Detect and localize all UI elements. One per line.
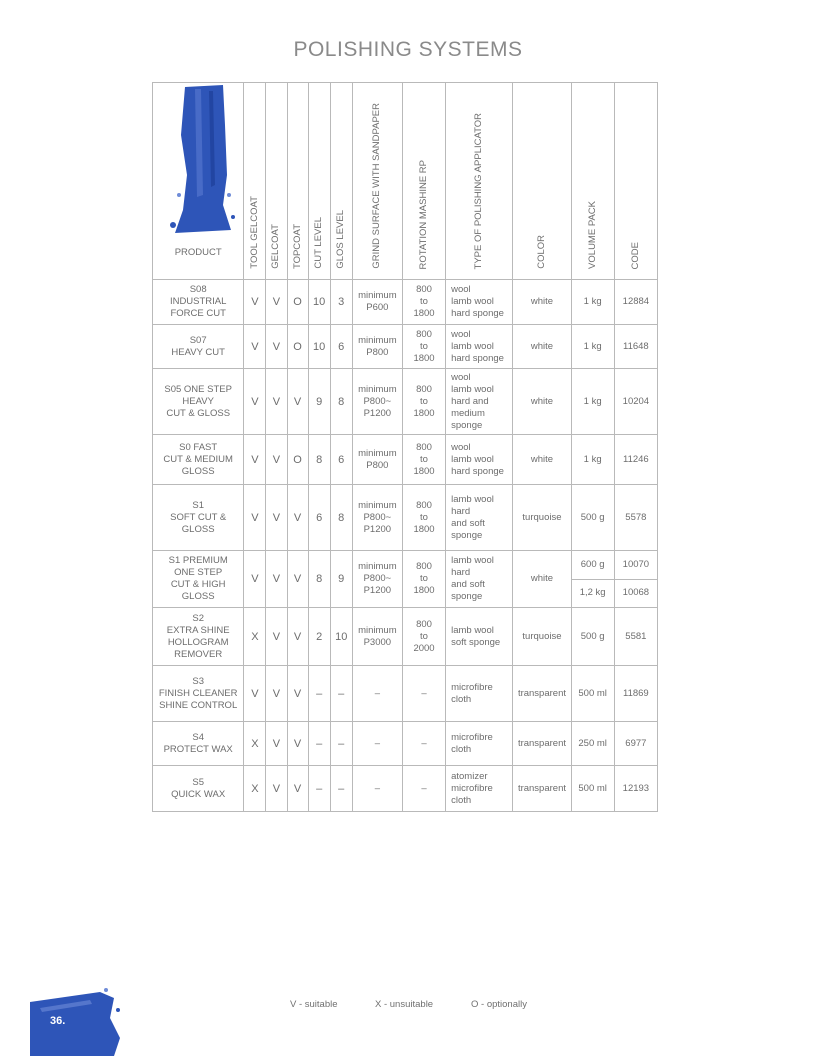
corner-brush-image <box>30 988 122 1056</box>
column-header-product: PRODUCT <box>174 247 222 258</box>
grind-cell-line: minimum <box>358 447 397 459</box>
topcoat-cell: O <box>287 280 308 325</box>
product-cell-line: PROTECT WAX <box>163 743 233 755</box>
grind-cell-line: minimum <box>358 290 397 301</box>
cut-level-cell: 8 <box>308 435 330 485</box>
color-cell: transparent <box>513 722 571 766</box>
applicator-cell-line: wool <box>451 371 471 383</box>
volume-cell: 1 kg <box>571 435 614 485</box>
grind-cell <box>352 280 402 325</box>
applicator-cell-line: wool <box>451 441 471 453</box>
rotation-cell <box>402 666 445 722</box>
volume-cell: 1 kg <box>571 280 614 325</box>
tool-gelcoat-cell: V <box>244 369 266 435</box>
rotation-cell-line: 800 <box>416 383 432 395</box>
applicator-cell-line: and soft <box>451 579 485 590</box>
column-header-applicator: TYPE OF POLISHING APPLICATOR <box>473 112 485 269</box>
topcoat-cell: V <box>287 766 308 812</box>
volume-cell: 500 g <box>571 608 614 666</box>
product-cell <box>153 551 244 608</box>
color-cell: white <box>513 280 571 325</box>
rotation-cell-line: to <box>420 340 428 352</box>
applicator-cell <box>446 485 513 551</box>
polishing-systems-table <box>152 82 658 812</box>
color-cell: transparent <box>513 766 571 812</box>
rotation-cell-line: 800 <box>416 328 432 340</box>
glos-level-cell: 6 <box>330 435 352 485</box>
rotation-cell-line: 1800 <box>413 352 435 364</box>
grind-cell-line: minimum <box>358 383 397 395</box>
product-cell <box>153 608 244 666</box>
applicator-cell-line: microfibre <box>451 731 493 743</box>
grind-cell-line: P1200 <box>363 407 392 419</box>
applicator-cell-line: lamb wool <box>451 296 494 307</box>
applicator-cell-line: cloth <box>451 693 472 705</box>
code-cell: 10068 <box>614 579 657 608</box>
cut-level-cell: 10 <box>308 280 330 325</box>
column-header-cut-level: CUT LEVEL <box>313 217 325 269</box>
table-row <box>153 369 658 435</box>
gelcoat-cell: V <box>266 608 287 666</box>
color-cell: turquoise <box>513 485 571 551</box>
volume-cell: 500 g <box>571 485 614 551</box>
applicator-cell-line: lamb wool <box>451 453 494 465</box>
table-row <box>153 666 658 722</box>
applicator-cell <box>446 369 513 435</box>
cut-level-cell: – <box>308 766 330 812</box>
cut-level-cell: 9 <box>308 369 330 435</box>
rotation-cell-line: 800 <box>416 499 432 511</box>
column-header-grind-surface: GRIND SURFACE WITH SANDPAPER <box>371 103 383 269</box>
product-cell-line: S08 <box>189 284 207 295</box>
gelcoat-cell: V <box>266 766 287 812</box>
column-header-volume: VOLUME PACK <box>586 201 598 269</box>
rotation-cell <box>402 766 445 812</box>
table-row <box>153 280 658 325</box>
product-cell-line: GLOSS <box>181 523 215 535</box>
rotation-cell-line: 1800 <box>413 407 435 419</box>
column-header-topcoat: TOPCOAT <box>291 223 303 269</box>
cut-level-cell: 10 <box>308 325 330 369</box>
table-row <box>153 551 658 580</box>
product-cell-line: S3 <box>192 675 204 687</box>
product-cell <box>153 485 244 551</box>
grind-cell-line: – <box>374 737 380 749</box>
applicator-cell <box>446 722 513 766</box>
product-cell-line: GLOSS <box>181 591 215 602</box>
grind-cell <box>352 369 402 435</box>
product-cell-line: S05 ONE STEP <box>164 383 232 395</box>
applicator-cell <box>446 435 513 485</box>
product-cell-line: FORCE CUT <box>170 308 226 319</box>
volume-cell: 1 kg <box>571 325 614 369</box>
product-cell <box>153 325 244 369</box>
code-cell: 12884 <box>614 280 657 325</box>
product-cell-line: CUT & GLOSS <box>166 407 231 419</box>
column-header-glos-level: GLOS LEVEL <box>335 210 347 269</box>
rotation-cell-line: to <box>420 511 428 523</box>
code-cell: 6977 <box>614 722 657 766</box>
gelcoat-cell: V <box>266 325 287 369</box>
product-cell <box>153 722 244 766</box>
rotation-cell-line: to <box>420 296 428 307</box>
grind-cell-line: minimum <box>358 624 397 636</box>
rotation-cell-line: – <box>421 687 427 699</box>
gelcoat-cell: V <box>266 280 287 325</box>
applicator-cell-line: sponge <box>451 419 483 431</box>
rotation-cell-line: – <box>421 782 427 794</box>
volume-cell: 1 kg <box>571 369 614 435</box>
legend-optionally: O - optionally <box>471 999 527 1010</box>
applicator-cell-line: atomizer <box>451 770 488 782</box>
color-cell: white <box>513 325 571 369</box>
color-cell: turquoise <box>513 608 571 666</box>
table-row <box>153 325 658 369</box>
glos-level-cell: – <box>330 766 352 812</box>
rotation-cell-line: – <box>421 737 427 749</box>
gelcoat-cell: V <box>266 722 287 766</box>
volume-cell: 250 ml <box>571 722 614 766</box>
product-cell-line: REMOVER <box>174 648 223 660</box>
rotation-cell-line: 1800 <box>413 465 435 477</box>
topcoat-cell: V <box>287 608 308 666</box>
column-header-code: CODE <box>629 241 641 269</box>
table-row <box>153 766 658 812</box>
rotation-cell-line: 800 <box>416 618 432 630</box>
tool-gelcoat-cell: V <box>244 325 266 369</box>
rotation-cell-line: 800 <box>416 284 432 295</box>
table-row <box>153 722 658 766</box>
tool-gelcoat-cell: V <box>244 280 266 325</box>
rotation-cell-line: 2000 <box>413 642 435 654</box>
rotation-cell <box>402 435 445 485</box>
glos-level-cell: 6 <box>330 325 352 369</box>
page-number: 36. <box>50 1015 66 1027</box>
product-cell-line: S0 FAST <box>179 441 218 453</box>
glos-level-cell: – <box>330 666 352 722</box>
gelcoat-cell: V <box>266 666 287 722</box>
grind-cell <box>352 551 402 608</box>
grind-cell-line: P3000 <box>363 636 392 648</box>
product-cell <box>153 369 244 435</box>
applicator-cell-line: sponge <box>451 529 483 541</box>
topcoat-cell: O <box>287 325 308 369</box>
grind-cell-line: P800 <box>366 346 389 358</box>
rotation-cell-line: to <box>420 630 428 642</box>
product-cell-line: QUICK WAX <box>171 788 226 800</box>
rotation-cell-line: 1800 <box>413 523 435 535</box>
product-cell <box>153 766 244 812</box>
product-cell-line: S2 <box>192 612 204 624</box>
gelcoat-cell: V <box>266 551 287 608</box>
column-header-tool-gelcoat: TOOL GELCOAT <box>248 196 260 269</box>
volume-cell: 500 ml <box>571 766 614 812</box>
rotation-cell-line: to <box>420 573 428 584</box>
glos-level-cell: – <box>330 722 352 766</box>
product-cell-line: INDUSTRIAL <box>169 296 227 307</box>
product-cell-line: CUT & MEDIUM <box>163 453 233 465</box>
gelcoat-cell: V <box>266 435 287 485</box>
volume-cell: 500 ml <box>571 666 614 722</box>
column-header-gelcoat: GELCOAT <box>270 224 282 269</box>
grind-cell-line: P1200 <box>363 523 392 535</box>
table-row <box>153 435 658 485</box>
table-row <box>153 608 658 666</box>
page-title: POLISHING SYSTEMS <box>293 38 523 61</box>
product-cell-line: S07 <box>189 334 207 346</box>
applicator-cell <box>446 608 513 666</box>
applicator-cell-line: wool <box>451 328 471 340</box>
applicator-cell-line: hard and <box>451 395 489 407</box>
applicator-cell-line: microfibre <box>451 681 493 693</box>
applicator-cell-line: medium <box>451 407 485 419</box>
glos-level-cell: 3 <box>330 280 352 325</box>
rotation-cell-line: 800 <box>416 441 432 453</box>
applicator-cell-line: microfibre <box>451 782 493 794</box>
applicator-cell-line: and soft <box>451 517 485 529</box>
grind-cell-line: minimum <box>358 499 397 511</box>
topcoat-cell: V <box>287 485 308 551</box>
product-cell-line: S5 <box>192 776 204 788</box>
table-header-row <box>153 83 658 280</box>
grind-cell <box>352 608 402 666</box>
product-cell-line: EXTRA SHINE <box>166 624 230 636</box>
table-row <box>153 485 658 551</box>
product-cell-line: S1 PREMIUM <box>168 555 228 566</box>
rotation-cell <box>402 325 445 369</box>
topcoat-cell: V <box>287 551 308 608</box>
cut-level-cell: 8 <box>308 551 330 608</box>
applicator-cell <box>446 325 513 369</box>
applicator-cell-line: cloth <box>451 794 472 806</box>
tool-gelcoat-cell: X <box>244 608 266 666</box>
applicator-cell-line: soft sponge <box>451 636 501 648</box>
applicator-cell-line: lamb wool <box>451 340 494 352</box>
rotation-cell-line: 1800 <box>413 308 435 319</box>
applicator-cell-line: hard <box>451 505 471 517</box>
code-cell: 10070 <box>614 551 657 580</box>
grind-cell <box>352 766 402 812</box>
volume-cell: 600 g <box>571 551 614 580</box>
code-cell: 10204 <box>614 369 657 435</box>
column-header-rotation: ROTATION MASHINE RP <box>418 159 430 269</box>
tool-gelcoat-cell: V <box>244 551 266 608</box>
gelcoat-cell: V <box>266 369 287 435</box>
grind-cell-line: P800 <box>366 459 389 471</box>
legend-suitable: V - suitable <box>290 999 338 1010</box>
product-cell-line: HEAVY CUT <box>171 346 225 358</box>
code-cell: 11246 <box>614 435 657 485</box>
product-cell <box>153 666 244 722</box>
tool-gelcoat-cell: X <box>244 722 266 766</box>
applicator-cell <box>446 766 513 812</box>
applicator-cell-line: lamb wool <box>451 555 494 566</box>
applicator-cell-line: wool <box>451 284 471 295</box>
cut-level-cell: 2 <box>308 608 330 666</box>
cut-level-cell: 6 <box>308 485 330 551</box>
cut-level-cell: – <box>308 722 330 766</box>
product-header-cell <box>153 83 244 280</box>
product-cell <box>153 435 244 485</box>
code-cell: 5581 <box>614 608 657 666</box>
grind-cell-line: – <box>374 782 380 794</box>
product-cell-line: ONE STEP <box>174 567 223 578</box>
tool-gelcoat-cell: V <box>244 666 266 722</box>
grind-cell <box>352 722 402 766</box>
grind-cell-line: minimum <box>358 561 397 572</box>
rotation-cell <box>402 722 445 766</box>
rotation-cell <box>402 551 445 608</box>
applicator-cell-line: hard sponge <box>451 308 504 319</box>
product-cell-line: S4 <box>192 731 204 743</box>
volume-cell: 1,2 kg <box>571 579 614 608</box>
grind-cell <box>352 485 402 551</box>
grind-cell-line: P800~ <box>363 573 392 584</box>
grind-cell <box>352 435 402 485</box>
color-cell: white <box>513 435 571 485</box>
product-cell-line: S1 <box>192 499 204 511</box>
rotation-cell-line: to <box>420 453 428 465</box>
glos-level-cell: 8 <box>330 485 352 551</box>
topcoat-cell: V <box>287 666 308 722</box>
product-cell-line: SHINE CONTROL <box>159 699 238 711</box>
cut-level-cell: – <box>308 666 330 722</box>
applicator-cell-line: cloth <box>451 743 472 755</box>
product-cell-line: HOLLOGRAM <box>167 636 229 648</box>
grind-cell <box>352 666 402 722</box>
column-header-color: COLOR <box>535 235 547 269</box>
rotation-cell-line: to <box>420 395 428 407</box>
grind-cell-line: P800~ <box>363 395 392 407</box>
brush-stroke-image <box>165 85 237 235</box>
applicator-cell-line: lamb wool <box>451 493 494 505</box>
grind-cell <box>352 325 402 369</box>
rotation-cell <box>402 280 445 325</box>
product-cell-line: SOFT CUT & <box>170 511 227 523</box>
grind-cell-line: P800~ <box>363 511 392 523</box>
topcoat-cell: V <box>287 722 308 766</box>
applicator-cell-line: sponge <box>451 591 483 602</box>
product-cell-line: CUT & HIGH <box>170 579 226 590</box>
tool-gelcoat-cell: V <box>244 485 266 551</box>
applicator-cell <box>446 280 513 325</box>
grind-cell-line: P600 <box>366 302 389 313</box>
rotation-cell-line: 1800 <box>413 585 435 596</box>
applicator-cell <box>446 551 513 608</box>
table-body <box>153 280 658 812</box>
glos-level-cell: 8 <box>330 369 352 435</box>
rotation-cell <box>402 608 445 666</box>
rotation-cell-line: 800 <box>416 561 432 572</box>
applicator-cell-line: lamb wool <box>451 624 494 636</box>
applicator-cell-line: hard sponge <box>451 465 504 477</box>
product-cell-line: HEAVY <box>182 395 214 407</box>
tool-gelcoat-cell: V <box>244 435 266 485</box>
legend-unsuitable: X - unsuitable <box>375 999 434 1010</box>
topcoat-cell: V <box>287 369 308 435</box>
code-cell: 12193 <box>614 766 657 812</box>
product-cell-line: GLOSS <box>181 465 215 477</box>
topcoat-cell: O <box>287 435 308 485</box>
glos-level-cell: 9 <box>330 551 352 608</box>
color-cell: white <box>513 551 571 608</box>
code-cell: 11869 <box>614 666 657 722</box>
color-cell: white <box>513 369 571 435</box>
glos-level-cell: 10 <box>330 608 352 666</box>
applicator-cell-line: lamb wool <box>451 383 494 395</box>
grind-cell-line: P1200 <box>363 585 392 596</box>
grind-cell-line: minimum <box>358 334 397 346</box>
applicator-cell-line: hard <box>451 567 471 578</box>
rotation-cell <box>402 369 445 435</box>
code-cell: 5578 <box>614 485 657 551</box>
color-cell: transparent <box>513 666 571 722</box>
product-cell <box>153 280 244 325</box>
grind-cell-line: – <box>374 687 380 699</box>
tool-gelcoat-cell: X <box>244 766 266 812</box>
applicator-cell <box>446 666 513 722</box>
code-cell: 11648 <box>614 325 657 369</box>
gelcoat-cell: V <box>266 485 287 551</box>
product-cell-line: FINISH CLEANER <box>158 687 238 699</box>
applicator-cell-line: hard sponge <box>451 352 504 364</box>
rotation-cell <box>402 485 445 551</box>
